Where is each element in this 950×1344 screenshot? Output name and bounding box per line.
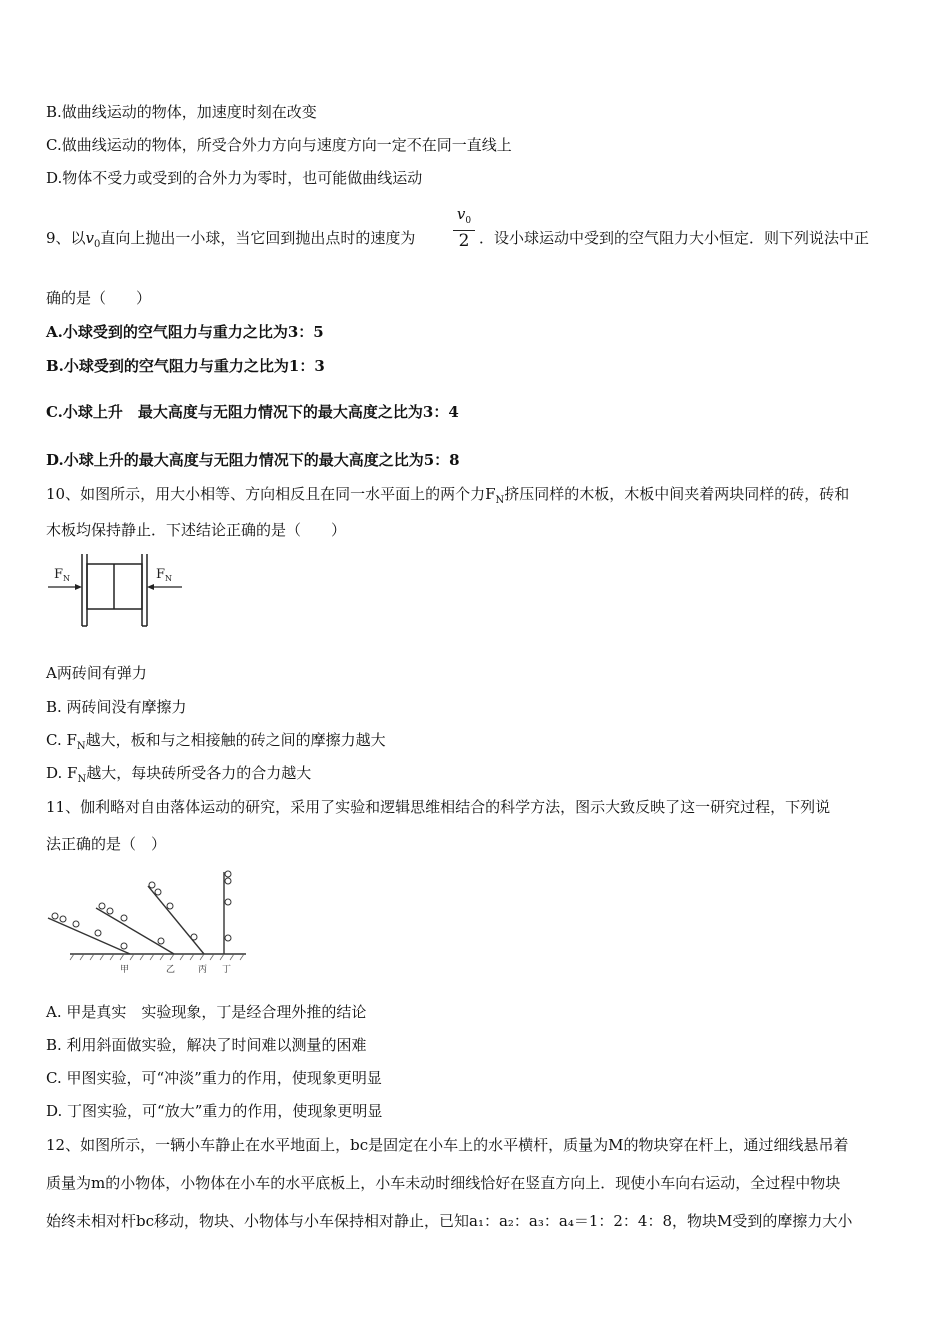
q11-option-c: C. 甲图实验，可“冲淡”重力的作用，使现象更明显 xyxy=(46,1069,382,1087)
q10-stem: 10、如图所示，用大小相等、方向相反且在同一水平面上的两个力$F_N$挤压同样的木板，木板中间夹着两块同样的砖，砖和 xyxy=(46,485,850,506)
q9-option-d: D.小球上升的最大高度与无阻力情况下的最大高度之比为5：8 xyxy=(46,451,460,469)
q8-option-c: C.做曲线运动的物体，所受合外力方向与速度方向一定不在同一直线上 xyxy=(46,136,512,154)
q9-option-a: A.小球受到的空气阻力与重力之比为3：5 xyxy=(46,323,324,341)
q10-option-b: B. 两砖间没有摩擦力 xyxy=(46,698,187,716)
incline-yi xyxy=(96,908,174,954)
label-jia: 甲 xyxy=(120,965,130,975)
q10-option-d: D. $F_N$越大，每块砖所受各力的合力越大 xyxy=(46,764,312,785)
q8-option-d: D.物体不受力或受到的合外力为零时，也可能做曲线运动 xyxy=(46,169,423,187)
q11-stem: 11、伽利略对自由落体运动的研究，采用了实验和逻辑思维相结合的科学方法，图示大致反映了这一研究过程，下列说 xyxy=(46,798,831,816)
q11-stem-cont: 法正确的是（ ） xyxy=(46,835,167,853)
q10-stem-cont: 木板均保持静止．下述结论正确的是（ ） xyxy=(46,521,347,539)
q10-option-c: C. $F_N$越大，板和与之相接触的砖之间的摩擦力越大 xyxy=(46,731,386,752)
q11-galileo-incline-figure xyxy=(46,866,252,978)
q12-stem-line3: 始终未相对杆bc移动，物块、小物体与小车保持相对静止，已知a₁：a₂：a₃：a₄＝1：2：4：8，物块M受到的摩擦力大小 xyxy=(46,1212,853,1230)
right-force-label: $F_N$ xyxy=(156,567,173,583)
incline-jia xyxy=(48,918,130,954)
label-ding: 丁 xyxy=(222,965,232,975)
q9-option-b: B.小球受到的空气阻力与重力之比为1：3 xyxy=(46,357,325,375)
q9-option-c: C.小球上升 最大高度与无阻力情况下的最大高度之比为3：4 xyxy=(46,403,459,421)
q9-stem-cont: ．设小球运动中受到的空气阻力大小恒定．则下列说法中正 xyxy=(479,229,870,247)
q11-option-d: D. 丁图实验，可“放大”重力的作用，使现象更明显 xyxy=(46,1102,383,1120)
balls xyxy=(52,871,231,949)
q9-stem-end: 确的是（ ） xyxy=(46,289,152,307)
q8-option-b: B.做曲线运动的物体，加速度时刻在改变 xyxy=(46,103,317,121)
q10-board-brick-figure xyxy=(46,550,186,632)
q12-stem-line1: 12、如图所示，一辆小车静止在水平地面上，bc是固定在小车上的水平横杆，质量为M的物块穿在杆上，通过细线悬吊着 xyxy=(46,1136,849,1154)
q9-stem: 9、以$v_0$直向上抛出一小球，当它回到抛出点时的速度为 xyxy=(46,229,416,250)
q11-option-a: A. 甲是真实 实验现象，丁是经合理外推的结论 xyxy=(46,1003,367,1021)
q10-option-a: A两砖间有弹力 xyxy=(46,664,147,682)
q12-stem-line2: 质量为m的小物体，小物体在小车的水平底板上，小车未动时细线恰好在竖直方向上．现使小车向右运动，全过程中物块 xyxy=(46,1174,841,1192)
label-bing: 丙 xyxy=(198,965,208,975)
left-force-label: $F_N$ xyxy=(54,567,71,583)
ground-hatching xyxy=(70,954,244,960)
label-yi: 乙 xyxy=(166,965,176,975)
q9-fraction: $\frac{v_0}{2}$ xyxy=(453,205,475,251)
q11-option-b: B. 利用斜面做实验，解决了时间难以测量的困难 xyxy=(46,1036,367,1054)
